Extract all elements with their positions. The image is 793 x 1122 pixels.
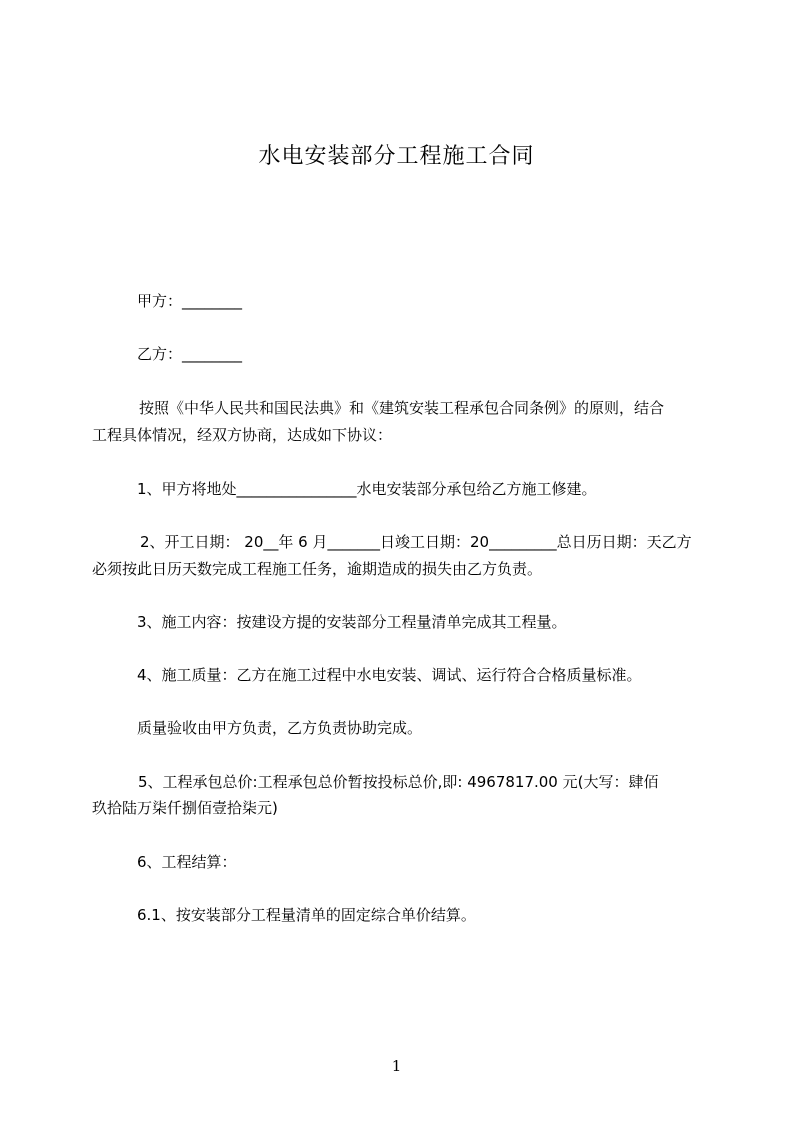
- clause-1: 1、甲方将地处________________水电安装部分承包给乙方施工修建。: [137, 480, 597, 498]
- quality-note: 质量验收由甲方负责，乙方负责协助完成。: [137, 719, 423, 737]
- intro-paragraph-line-2: 工程具体情况，经双方协商，达成如下协议：: [92, 426, 393, 444]
- intro-paragraph-line-1: 按照《中华人民共和国民法典》和《建筑安装工程承包合同条例》的原则，结合: [139, 399, 665, 417]
- clause-6: 6、工程结算：: [137, 853, 237, 871]
- clause-6-1: 6.1、按安装部分工程量清单的固定综合单价结算。: [137, 906, 476, 924]
- party-a-line: 甲方：________: [137, 292, 243, 310]
- party-b-line: 乙方：________: [137, 345, 243, 363]
- clause-5-line-2: 玖拾陆万柒仟捌佰壹拾柒元): [92, 799, 278, 817]
- page-number: 1: [391, 1057, 402, 1075]
- document-title: 水电安装部分工程施工合同: [258, 144, 535, 169]
- clause-2-line-1: 2、开工日期： 20__年 6 月_______日竣工日期：20_________总日历日期：天乙方: [140, 533, 692, 551]
- clause-5-line-1: 5、工程承包总价:工程承包总价暂按投标总价,即: 4967817.00 元(大写：肆佰: [138, 773, 659, 791]
- clause-2-line-2: 必须按此日历天数完成工程施工任务，逾期造成的损失由乙方负责。: [92, 560, 543, 578]
- clause-3: 3、施工内容：按建设方提的安装部分工程量清单完成其工程量。: [137, 613, 567, 631]
- clause-4: 4、施工质量：乙方在施工过程中水电安装、调试、运行符合合格质量标准。: [137, 666, 642, 684]
